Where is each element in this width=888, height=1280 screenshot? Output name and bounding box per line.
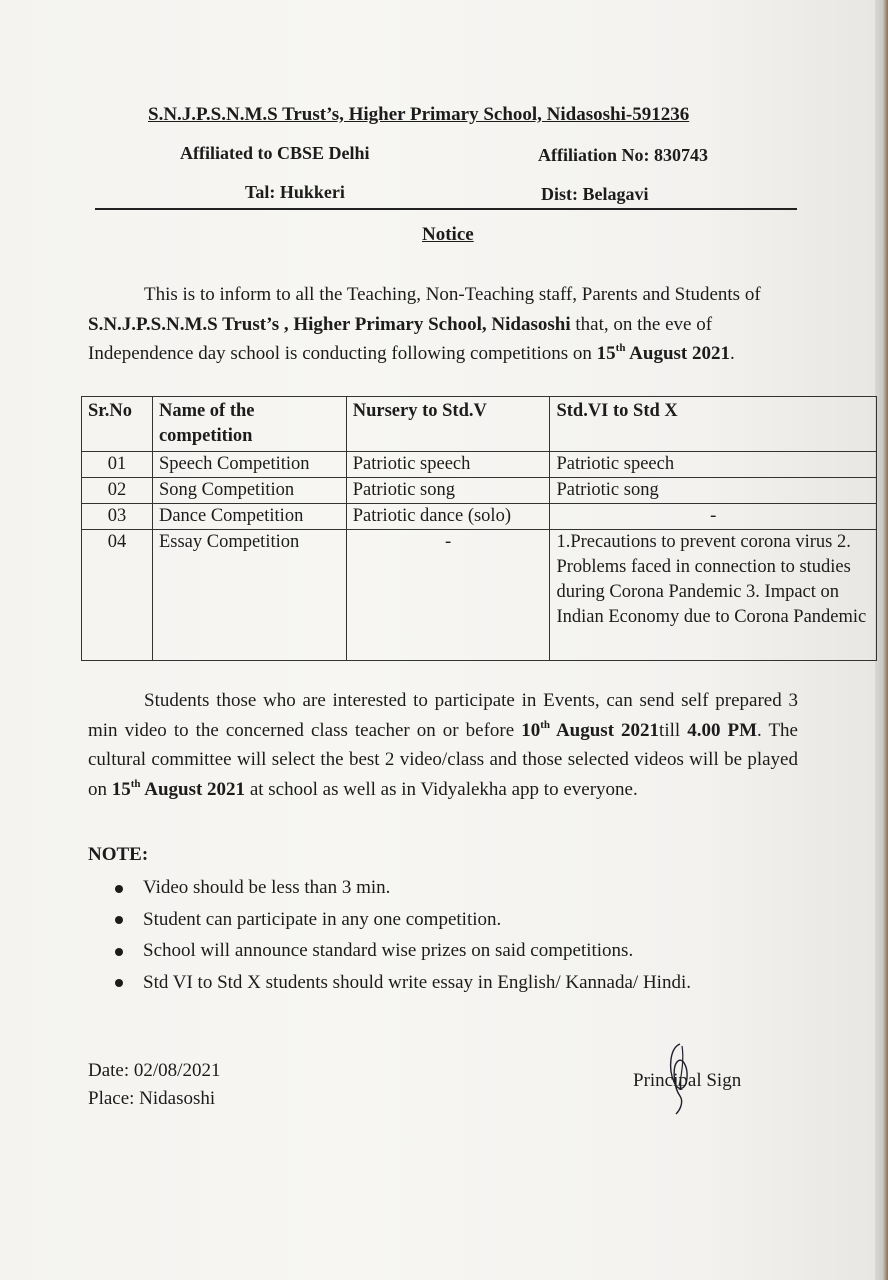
- notes-list: [115, 872, 691, 998]
- event-sup: th: [130, 777, 141, 790]
- intro-text-1: This is to inform to all the Teaching, Non-Teaching staff, Parents and Students of: [144, 284, 761, 305]
- cell-junior: Patriotic speech: [346, 452, 550, 478]
- intro-date-rest: August 2021: [625, 343, 730, 364]
- table-row: [82, 452, 877, 478]
- cell-srno: 03: [82, 504, 153, 530]
- cell-srno: 01: [82, 452, 153, 478]
- intro-paragraph: [88, 280, 798, 369]
- deadline-time: 4.00 PM: [687, 719, 758, 741]
- table-row: [82, 504, 877, 530]
- taluk-text: Tal: Hukkeri: [245, 182, 345, 202]
- district-text: Dist: Belagavi: [541, 184, 649, 204]
- cell-senior: Patriotic song: [550, 478, 877, 504]
- principal-sign-label: Principal Sign: [633, 1070, 742, 1091]
- affiliation-number: Affiliation No: 830743: [538, 145, 708, 165]
- list-item: [115, 904, 691, 936]
- note-text: School will announce standard wise prizes on said competitions.: [143, 940, 634, 961]
- bullet-icon: [115, 885, 123, 893]
- header-senior: Std.VI to Std X: [550, 397, 877, 452]
- cell-senior: Patriotic speech: [550, 452, 877, 478]
- cell-competition: Dance Competition: [152, 504, 346, 530]
- table-row: [82, 530, 877, 661]
- bullet-icon: [115, 979, 123, 987]
- cell-junior: -: [346, 530, 550, 661]
- list-item: [115, 935, 691, 967]
- list-item: [115, 872, 691, 904]
- table-row: [82, 478, 877, 504]
- intro-school-name: S.N.J.P.S.N.M.S Trust’s , Higher Primary School, Nidasoshi: [88, 313, 571, 335]
- header-srno: Sr.No: [82, 397, 153, 452]
- deadline-rest: August 2021: [549, 719, 660, 741]
- deadline-sup: th: [540, 718, 550, 731]
- intro-end: .: [729, 343, 735, 364]
- header-rule: [95, 208, 797, 210]
- competition-table: [81, 396, 877, 661]
- note-text: Std VI to Std X students should write essay in English/ Kannada/ Hindi.: [143, 971, 691, 993]
- intro-date-sup: th: [615, 342, 626, 354]
- body-text-3: . The cultural committee will select the best 2 video/class and those selected videos will be played on: [88, 719, 798, 800]
- list-item: [115, 967, 691, 999]
- event-day: 15: [111, 778, 131, 800]
- header-competition: Name of the competition: [152, 397, 346, 452]
- event-rest: August 2021: [140, 778, 246, 800]
- school-title: S.N.J.P.S.N.M.S Trust’s, Higher Primary School, Nidasoshi-591236: [148, 104, 690, 125]
- body-text-1: Students those who are interested to participate in Events, can send self prepared 3 min video to the concerned class teacher on or before: [88, 690, 798, 741]
- cell-junior: Patriotic dance (solo): [346, 504, 550, 530]
- table-header-row: [82, 397, 877, 452]
- body-text-2: till: [659, 719, 688, 741]
- footer-date: Date: 02/08/2021: [88, 1060, 221, 1081]
- header-junior: Nursery to Std.V: [346, 397, 550, 452]
- note-text: Video should be less than 3 min.: [143, 877, 391, 898]
- cell-srno: 04: [82, 530, 153, 661]
- deadline-day: 10: [521, 719, 541, 741]
- note-text: Student can participate in any one competition.: [143, 908, 502, 930]
- intro-text-2: that, on the eve of Independence day school is conducting following competitions on: [88, 313, 713, 364]
- cell-competition: Speech Competition: [152, 452, 346, 478]
- intro-date-day: 15: [596, 343, 616, 364]
- instructions-paragraph: [88, 686, 798, 804]
- note-heading: NOTE:: [88, 844, 149, 865]
- cell-srno: 02: [82, 478, 153, 504]
- cell-senior: 1.Precautions to prevent corona virus 2. Problems faced in connection to studies during Corona Pandemic 3. Impact on Indian Economy due to Corona Pandemic: [550, 530, 877, 661]
- notice-title: Notice: [422, 224, 474, 245]
- cell-senior: -: [550, 504, 877, 530]
- footer-place: Place: Nidasoshi: [88, 1088, 216, 1109]
- body-text-4: at school as well as in Vidyalekha app to everyone.: [245, 778, 638, 800]
- cell-competition: Essay Competition: [152, 530, 346, 661]
- bullet-icon: [115, 916, 123, 924]
- cell-junior: Patriotic song: [346, 478, 550, 504]
- bullet-icon: [115, 948, 123, 956]
- cell-competition: Song Competition: [152, 478, 346, 504]
- affiliation-text: Affiliated to CBSE Delhi: [180, 143, 370, 163]
